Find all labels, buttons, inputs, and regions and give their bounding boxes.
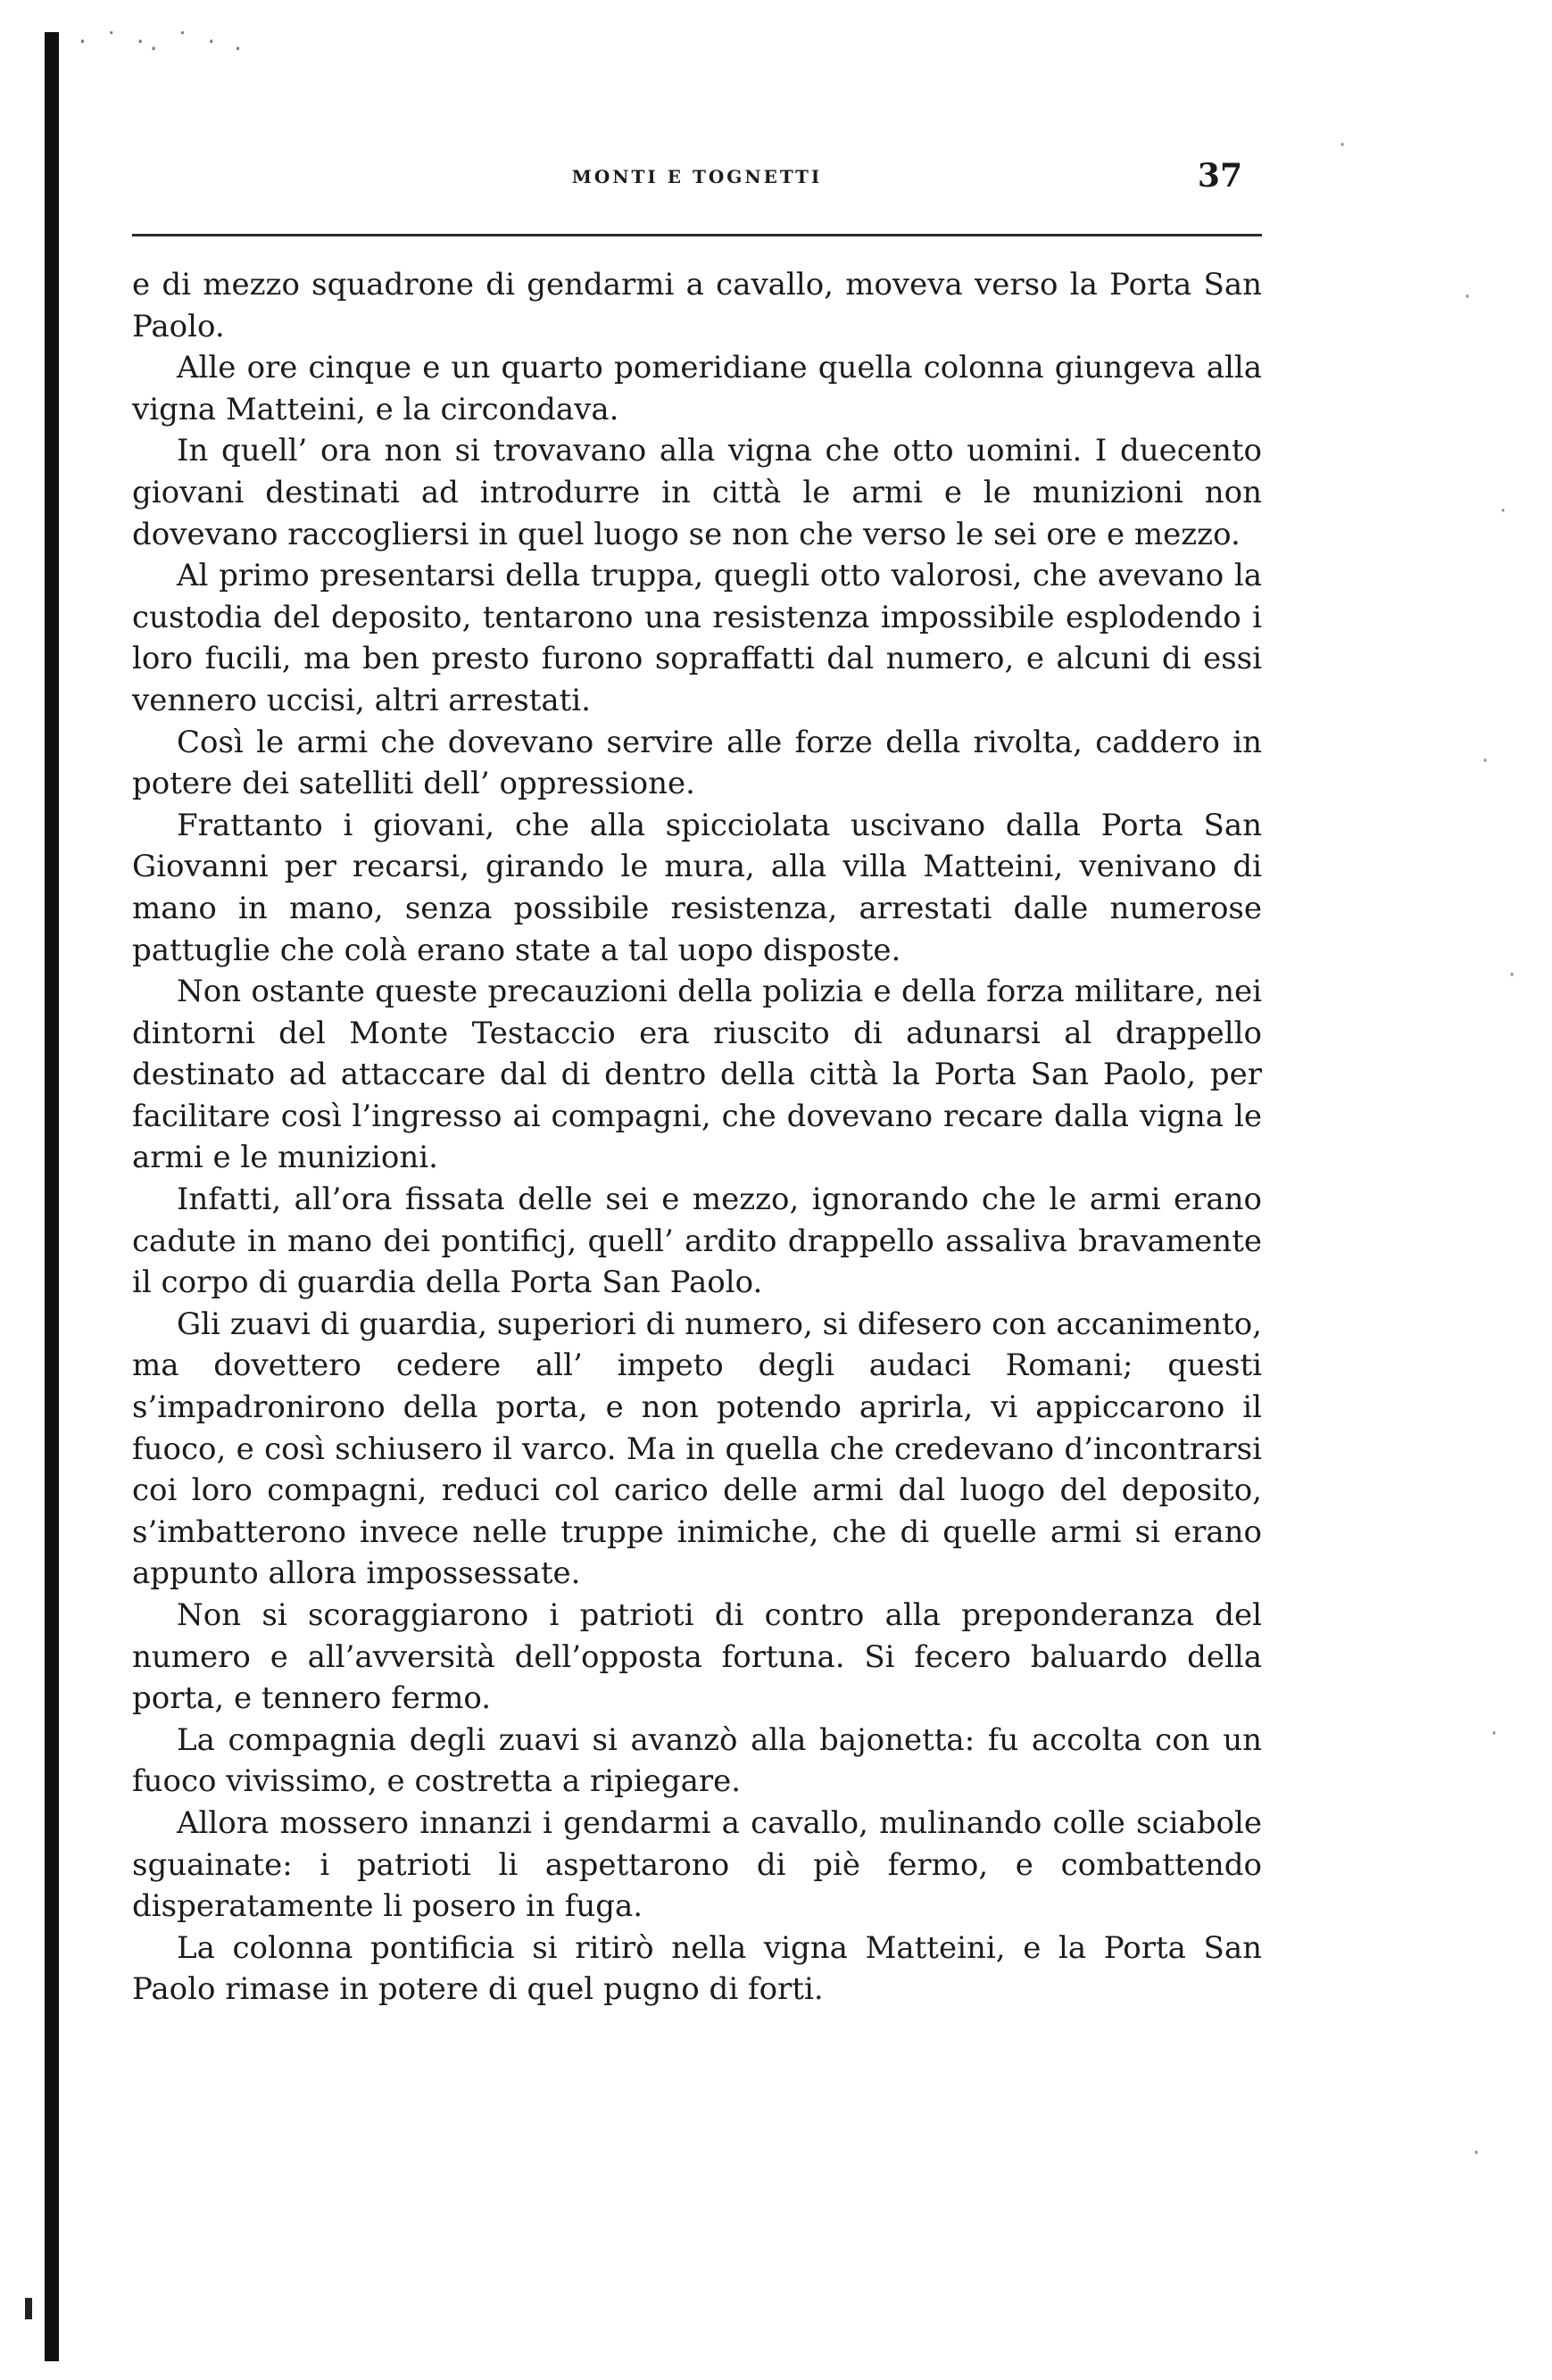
paragraph: Così le armi che dovevano servire alle forze della rivolta, caddero in potere dei satelliti dell’ oppressione. [132,724,1262,802]
paragraph: La colonna pontificia si ritirò nella vigna Matteini, e la Porta San Paolo rimase in potere di quel pugno di forti. [132,1929,1262,2008]
scan-speck: · [1499,498,1507,525]
paragraph: Gli zuavi di guardia, superiori di numero, si difesero con accanimento, ma dovettero cedere all’ impeto degli audaci Romani; questi s’impadronirono della porta, e non potendo aprirla, vi appiccarono il fuoco, e così schiusero il varco. Ma in quella che credevano d’incontrarsi coi loro compagni, reduci col carico delle armi dal luogo del deposito, s’imbatterono invece nelle truppe inimiche, che di quelle armi si erano appunto allora impossessate. [132,1306,1262,1592]
scan-speck: · [1473,2140,1481,2167]
paragraph: In quell’ ora non si trovavano alla vigna che otto uomini. I duecento giovani destinati ad introdurre in città le armi e le munizioni non dovevano raccogliersi in quel luogo se non che verso le sei ore e mezzo. [132,433,1262,552]
paragraph: Infatti, all’ora fissata delle sei e mezzo, ignorando che le armi erano cadute in mano dei pontificj, quell’ ardito drappello assaliva bravamente il corpo di guardia della Porta San Paolo. [132,1182,1262,1301]
paragraph: La compagnia degli zuavi si avanzò alla bajonetta: fu accolta con un fuoco vivissimo, e costretta a ripiegare. [132,1721,1262,1800]
paragraph: Frattanto i giovani, che alla spicciolata uscivano dalla Porta San Giovanni per recarsi, girando le mura, alla villa Matteini, venivano di mano in mano, senza possibile resistenza, arrestati dalle numerose pattuglie che colà erano state a tal uopo disposte. [132,807,1262,968]
scan-speck: · [1339,132,1347,159]
scan-speck: · [1481,748,1490,775]
running-title: MONTI E TOGNETTI [571,166,823,187]
scan-speck: · [1490,1721,1498,1747]
paragraph: Allora mossero innanzi i gendarmi a cavallo, mulinando colle sciabole sguainate: i patrioti li aspettarono di piè fermo, e combattendo disperatamente li posero in fuga. [132,1804,1262,1925]
scan-speck: · [1508,962,1516,989]
page-number: 37 [1197,157,1242,195]
page-binding-edge [45,32,59,2361]
paragraph: Non ostante queste precauzioni della polizia e della forza militare, nei dintorni del Monte Testaccio era riuscito di adunarsi al drappello destinato ad attaccare dal di dentro della città la Porta San Paolo, per facilitare così l’ingresso ai compagni, che dovevano recare dalla vigna le armi e le munizioni. [132,974,1262,1176]
body-text [132,264,1262,2011]
binding-mark [25,2298,32,2319]
scan-speck: · [1464,284,1472,311]
scan-noise-top-left: · ˙ ·. ˙ · . [79,27,248,56]
running-header [132,150,1262,203]
header-rule [132,234,1262,236]
paragraph: Alle ore cinque e un quarto pomeridiane quella colonna giungeva alla vigna Matteini, e la circondava. [132,350,1262,427]
paragraph: Al primo presentarsi della truppa, quegli otto valorosi, che avevano la custodia del deposito, tentarono una resistenza impossibile esplodendo i loro fucili, ma ben presto furono sopraffatti dal numero, e alcuni di essi vennero uccisi, altri arrestati. [132,558,1262,718]
paragraph: e di mezzo squadrone di gendarmi a cavallo, moveva verso la Porta San Paolo. [132,267,1262,344]
paragraph: Non si scoraggiarono i patrioti di contro alla preponderanza del numero e all’avversità dell’opposta fortuna. Si fecero baluardo della porta, e tennero fermo. [132,1597,1262,1717]
